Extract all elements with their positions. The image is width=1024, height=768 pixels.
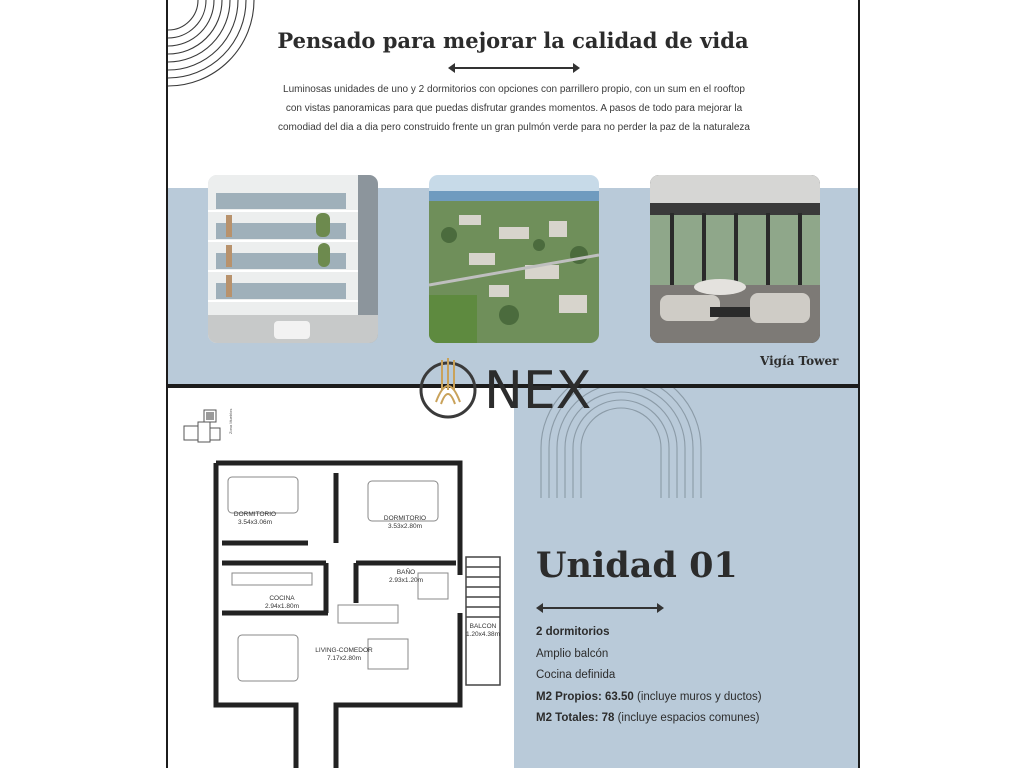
logo-wordmark: NEX xyxy=(484,361,592,421)
building-name-caption: Vigía Tower xyxy=(760,354,839,368)
spec-m2-own: M2 Propios: 63.50 (incluye muros y ductos) xyxy=(536,690,762,703)
spec-m2-total: M2 Totales: 78 (incluye espacios comunes) xyxy=(536,712,760,724)
brochure-page xyxy=(166,0,860,768)
headline-double-arrow xyxy=(450,67,578,69)
intro-paragraph: Luminosas unidades de uno y 2 dormitorios con opciones con parrillero propio, con un sum en el rooftop con vistas panoramicas para que puedas disfrutar grandes momentos. A pasos de todo para mejorar la comodiad del dia a dia pero construido frente un gran pulmón verde para no perder la paz de la naturaleza xyxy=(278,84,750,133)
floor-plan xyxy=(208,455,503,768)
aerial-city-photo xyxy=(429,175,599,343)
onex-logo xyxy=(408,350,618,430)
spec-balcony: Amplio balcón xyxy=(536,647,609,660)
spec-kitchen: Cocina definida xyxy=(536,669,616,681)
unit-double-arrow xyxy=(538,607,662,609)
room-label: BAÑO 2.93x1.20m xyxy=(389,569,423,584)
spec-bedrooms: 2 dormitorios xyxy=(536,626,610,638)
unit-title: Unidad 01 xyxy=(536,545,738,586)
key-plan-thumbnail xyxy=(182,406,242,446)
room-label: COCINA 2.94x1.80m xyxy=(265,595,299,610)
building-facade-photo xyxy=(208,175,378,343)
headline: Pensado para mejorar la calidad de vida xyxy=(277,28,749,53)
unit-specs-list xyxy=(536,622,762,730)
room-label: DORMITORIO 3.53x2.80m xyxy=(383,515,427,530)
key-plan-label: Zona Mueblos xyxy=(228,408,233,434)
interior-living-photo xyxy=(650,175,820,343)
room-label: BALCON 1.20x4.38m xyxy=(466,623,500,638)
room-label: DORMITORIO 3.54x3.06m xyxy=(233,511,277,526)
room-label: LIVING-COMEDOR 7.17x2.80m xyxy=(315,647,373,662)
